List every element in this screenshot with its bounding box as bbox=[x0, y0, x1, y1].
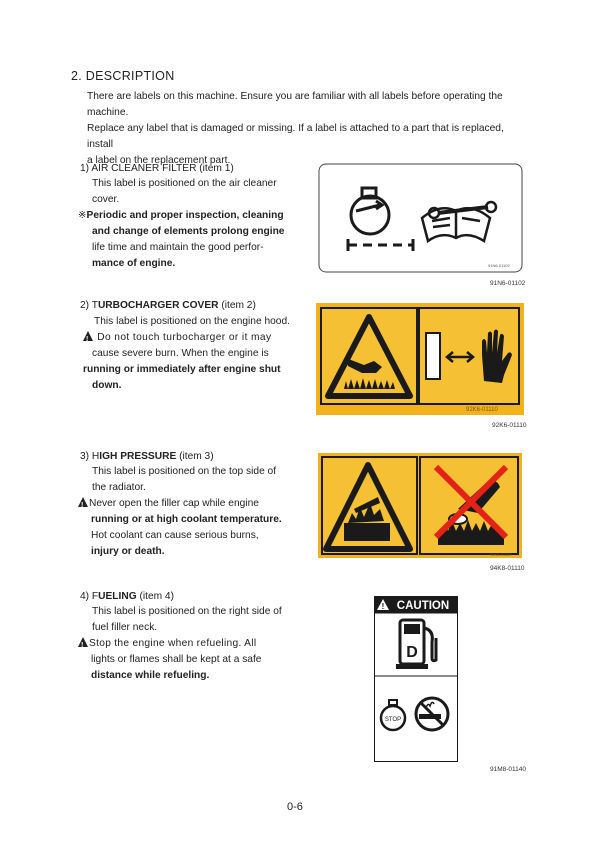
pump-letter: D bbox=[406, 644, 418, 661]
item-3-description bbox=[92, 464, 292, 496]
item-2-warning bbox=[83, 330, 288, 394]
item-2-description: This label is positioned on the engine hood. bbox=[94, 316, 290, 327]
intro-line: machine. bbox=[87, 107, 129, 118]
item-4-description bbox=[92, 604, 292, 636]
warning-line: injury or death. bbox=[91, 546, 165, 557]
item-4-warning bbox=[78, 636, 290, 684]
desc-line: cover. bbox=[92, 194, 120, 205]
intro-line: Replace any label that is damaged or missing. If a label is attached to a part that is replaced, install bbox=[87, 123, 504, 150]
note-line: mance of engine. bbox=[92, 258, 176, 269]
note-line: Periodic and proper inspection, cleaning bbox=[86, 210, 284, 221]
label-code-small: 94K8-01110 bbox=[490, 552, 512, 557]
no-smoking-icon bbox=[416, 698, 448, 730]
page-number: 0-6 bbox=[287, 801, 303, 813]
heading-prefix: 4) F bbox=[80, 591, 99, 602]
warning-line: running or immediately after engine shut bbox=[83, 364, 281, 375]
turbocharger-label bbox=[316, 303, 524, 415]
heading-suffix: (item 4) bbox=[136, 591, 174, 602]
label-code-small: 92K6-01110 bbox=[466, 407, 498, 413]
item-4-heading bbox=[80, 591, 174, 602]
fueling-caution-label bbox=[374, 596, 458, 762]
warning-line: distance while refueling. bbox=[91, 670, 210, 681]
air-cleaner-label bbox=[318, 163, 523, 273]
item-3-warning bbox=[78, 496, 290, 560]
item-1-heading: 1) AIR CLEANER FILTER (item 1) bbox=[80, 163, 234, 174]
note-line: and change of elements prolong engine bbox=[92, 226, 285, 237]
desc-line: This label is positioned on the air cleaner bbox=[92, 178, 277, 189]
desc-line: fuel filler neck. bbox=[92, 622, 158, 633]
warning-line: Do not touch turbocharger or it may bbox=[97, 332, 272, 343]
svg-text:!: ! bbox=[381, 602, 385, 611]
heading-prefix: 3) H bbox=[80, 451, 100, 462]
desc-line: This label is positioned on the right side of bbox=[92, 606, 282, 617]
high-pressure-label bbox=[318, 453, 522, 558]
item-1-description bbox=[92, 176, 292, 208]
intro-line: There are labels on this machine. Ensure you are familiar with all labels before operating the bbox=[87, 91, 503, 102]
intro-line: a label on the replacement part. bbox=[87, 155, 231, 166]
warning-line: Never open the filler cap while engine bbox=[89, 498, 259, 509]
note-mark: ※ bbox=[78, 210, 87, 221]
heading-bold: IGH PRESSURE bbox=[99, 451, 177, 462]
warning-line: cause severe burn. When the engine is bbox=[92, 348, 269, 359]
warning-line: lights or flames shall be kept at a safe bbox=[91, 654, 262, 665]
stop-text: STOP bbox=[384, 717, 402, 723]
heading-suffix: (item 2) bbox=[218, 300, 256, 311]
warning-line: running or at high coolant temperature. bbox=[91, 514, 282, 525]
heading-prefix: 2) T bbox=[80, 300, 98, 311]
label-code: 91M8-01140 bbox=[490, 766, 527, 773]
label-code-small: 91N6-01102 bbox=[488, 263, 510, 268]
item-1-note bbox=[78, 208, 288, 272]
surface-panel-icon bbox=[426, 333, 440, 379]
intro-paragraph-2 bbox=[87, 121, 527, 169]
heading-bold: URBOCHARGER COVER bbox=[97, 300, 219, 311]
warning-line: Hot coolant can cause serious burns, bbox=[91, 530, 259, 541]
label-code: 94K8-01110 bbox=[490, 565, 525, 572]
warning-triangle-icon bbox=[83, 331, 93, 341]
warning-triangle-icon bbox=[78, 497, 88, 507]
caution-text: CAUTION bbox=[396, 600, 450, 612]
section-title: 2. DESCRIPTION bbox=[71, 69, 175, 83]
warning-line: down. bbox=[92, 380, 122, 391]
desc-line: the radiator. bbox=[92, 482, 146, 493]
heading-bold: UELING bbox=[98, 591, 137, 602]
heading-suffix: (item 3) bbox=[176, 451, 214, 462]
intro-paragraph-1 bbox=[87, 89, 527, 121]
note-line: life time and maintain the good perfor- bbox=[92, 242, 264, 253]
warning-triangle-icon bbox=[78, 637, 88, 647]
label-code: 91N6-01102 bbox=[490, 280, 526, 287]
warning-line: Stop the engine when refueling. All bbox=[89, 638, 257, 649]
desc-line: This label is positioned on the top side of bbox=[92, 466, 277, 477]
item-2-heading bbox=[80, 300, 256, 311]
label-code: 92K6-01110 bbox=[492, 422, 527, 429]
item-3-heading bbox=[80, 451, 214, 462]
